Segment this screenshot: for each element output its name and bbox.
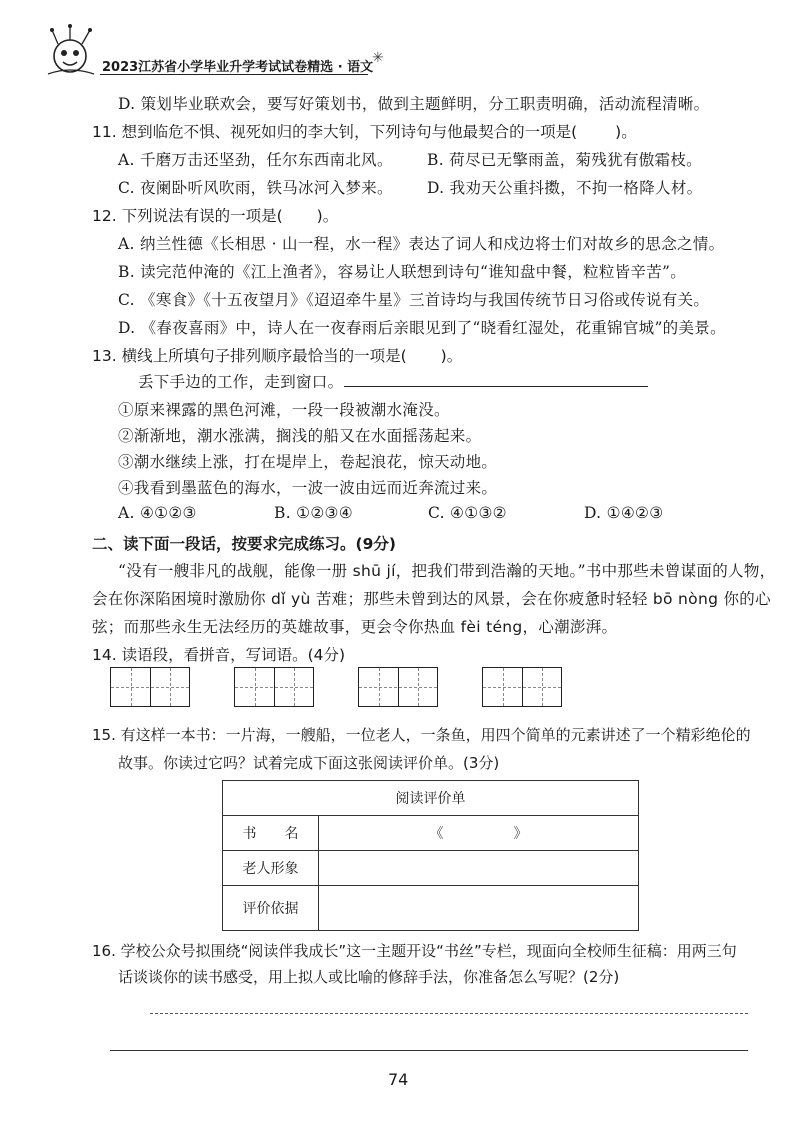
q11-option-b: B. 荷尽已无擎雨盖，菊残犹有傲霜枝。 xyxy=(427,151,702,169)
question-12-stem xyxy=(92,204,338,226)
row-label-book-name: 书 名 xyxy=(223,816,319,851)
passage-text: ，把我们带到浩瀚的天地。”书中那些未曾谋面的人物， xyxy=(395,562,776,580)
pinyin-diyu: dǐ yù xyxy=(271,590,311,608)
q12-option-c: C. 《寒食》《十五夜望月》《迢迢牵牛星》三首诗均与我国传统节日习俗或传说有关。 xyxy=(118,291,710,309)
answer-line-2[interactable] xyxy=(110,1050,748,1051)
question-12-text: 12. 下列说法有误的一项是( xyxy=(92,207,283,225)
question-14-stem: 14. 读语段，看拼音，写词语。(4分) xyxy=(92,646,346,664)
question-11-tail: )。 xyxy=(615,123,637,141)
question-13-text: 13. 横线上所填句子排列顺序最恰当的一项是( xyxy=(92,347,407,365)
q13-lead-sentence: 丢下手边的工作，走到窗口。 xyxy=(138,373,344,391)
q13-sentence-3: ③潮水继续上涨，打在堤岸上，卷起浪花，惊天动地。 xyxy=(118,453,498,471)
page-number: 74 xyxy=(388,1070,409,1089)
q13-fill-line[interactable] xyxy=(344,386,648,387)
passage-line-2 xyxy=(92,587,771,609)
answer-grid-shuji[interactable] xyxy=(110,667,190,707)
answer-line-1[interactable] xyxy=(150,1013,748,1014)
passage-text: 会在你深陷困境时激励你 xyxy=(92,590,266,608)
q13-option-d: D. ①④②③ xyxy=(584,504,664,522)
table-title: 阅读评价单 xyxy=(223,781,639,816)
book-name-field[interactable]: 《 》 xyxy=(319,816,639,851)
q13-sentence-2: ②渐渐地，潮水涨满，搁浅的船又在水面摇荡起来。 xyxy=(118,427,482,445)
star-decoration-icon: ✳ xyxy=(372,50,384,66)
header-title: 2023江苏省小学毕业升学考试试卷精选 · 语文 xyxy=(102,60,374,75)
row-label-old-man-image: 老人形象 xyxy=(223,851,319,886)
passage-text: 弦；而那些永生无法经历的英雄故事，更会令你热血 xyxy=(92,618,456,636)
question-11-text: 11. 想到临危不惧、视死如归的李大钊，下列诗句与他最契合的一项是( xyxy=(92,123,578,141)
q13-sentence-4: ④我看到墨蓝色的海水，一波一波由远而近奔流过来。 xyxy=(118,479,498,497)
pinyin-bonong: bō nòng xyxy=(652,590,719,608)
question-15-line-2: 故事。你读过它吗？试着完成下面这张阅读评价单。(3分) xyxy=(118,754,500,772)
question-16-line-2: 话谈谈你的读书感受，用上拟人或比喻的修辞手法，你准备怎么写呢？(2分) xyxy=(118,968,620,986)
question-12-tail: )。 xyxy=(316,207,339,225)
q13-option-a: A. ④①②③ xyxy=(118,504,197,522)
section-2-title: 二、读下面一段话，按要求完成练习。(9分) xyxy=(92,535,396,553)
passage-text: 苦难；那些未曾到达的风景，会在你疲惫时轻轻 xyxy=(315,590,648,608)
answer-grid-bonong[interactable] xyxy=(358,667,438,707)
passage-text: 你的心 xyxy=(723,590,771,608)
question-11-stem xyxy=(92,120,637,142)
answer-grid-diyu[interactable] xyxy=(234,667,314,707)
q12-option-a: A. 纳兰性德《长相思 · 山一程，水一程》表达了词人和戍边将士们对故乡的思念之情。 xyxy=(118,235,725,253)
question-13-stem xyxy=(92,344,462,366)
passage-line-1 xyxy=(118,559,775,581)
reading-evaluation-table xyxy=(222,780,639,931)
option-d-previous: D. 策划毕业联欢会，要写好策划书，做到主题鲜明，分工职责明确，活动流程清晰。 xyxy=(118,95,710,113)
question-16-line-1: 16. 学校公众号拟围绕“阅读伴我成长”这一主题开设“书丝”专栏，现面向全校师生征稿：用两三句 xyxy=(92,942,737,960)
q11-option-a: A. 千磨万击还坚劲，任尔东西南北风。 xyxy=(118,151,393,169)
old-man-image-field[interactable] xyxy=(319,851,639,886)
header-underline xyxy=(100,74,368,75)
q12-option-b: B. 读完范仲淹的《江上渔者》，容易让人联想到诗句“谁知盘中餐，粒粒皆辛苦”。 xyxy=(118,263,687,281)
header-logo-icon xyxy=(40,22,100,80)
row-label-evaluation-basis: 评价依据 xyxy=(223,886,319,931)
q13-option-b: B. ①②③④ xyxy=(274,504,353,522)
evaluation-basis-field[interactable] xyxy=(319,886,639,931)
answer-grid-feiteng[interactable] xyxy=(482,667,562,707)
pinyin-shuji: shū jí xyxy=(352,562,396,580)
pinyin-feiteng: fèi téng xyxy=(460,618,523,636)
question-13-tail: )。 xyxy=(440,347,463,365)
q12-option-d: D. 《春夜喜雨》中，诗人在一夜春雨后亲眼见到了“晓看红湿处，花重锦官城”的美景。 xyxy=(118,319,726,337)
q11-option-d: D. 我劝天公重抖擞，不拘一格降人材。 xyxy=(427,179,703,197)
q13-option-c: C. ④①③② xyxy=(428,504,507,522)
passage-text: “没有一艘非凡的战舰，能像一册 xyxy=(118,562,348,580)
passage-text: ，心潮澎湃。 xyxy=(522,618,618,636)
question-15-line-1: 15. 有这样一本书：一片海，一艘船，一位老人，一条鱼，用四个简单的元素讲述了一个精彩绝伦的 xyxy=(92,726,751,744)
passage-line-3 xyxy=(92,615,617,637)
q11-option-c: C. 夜阑卧听风吹雨，铁马冰河入梦来。 xyxy=(118,179,393,197)
q13-sentence-1: ①原来裸露的黑色河滩，一段一段被潮水淹没。 xyxy=(118,401,450,419)
